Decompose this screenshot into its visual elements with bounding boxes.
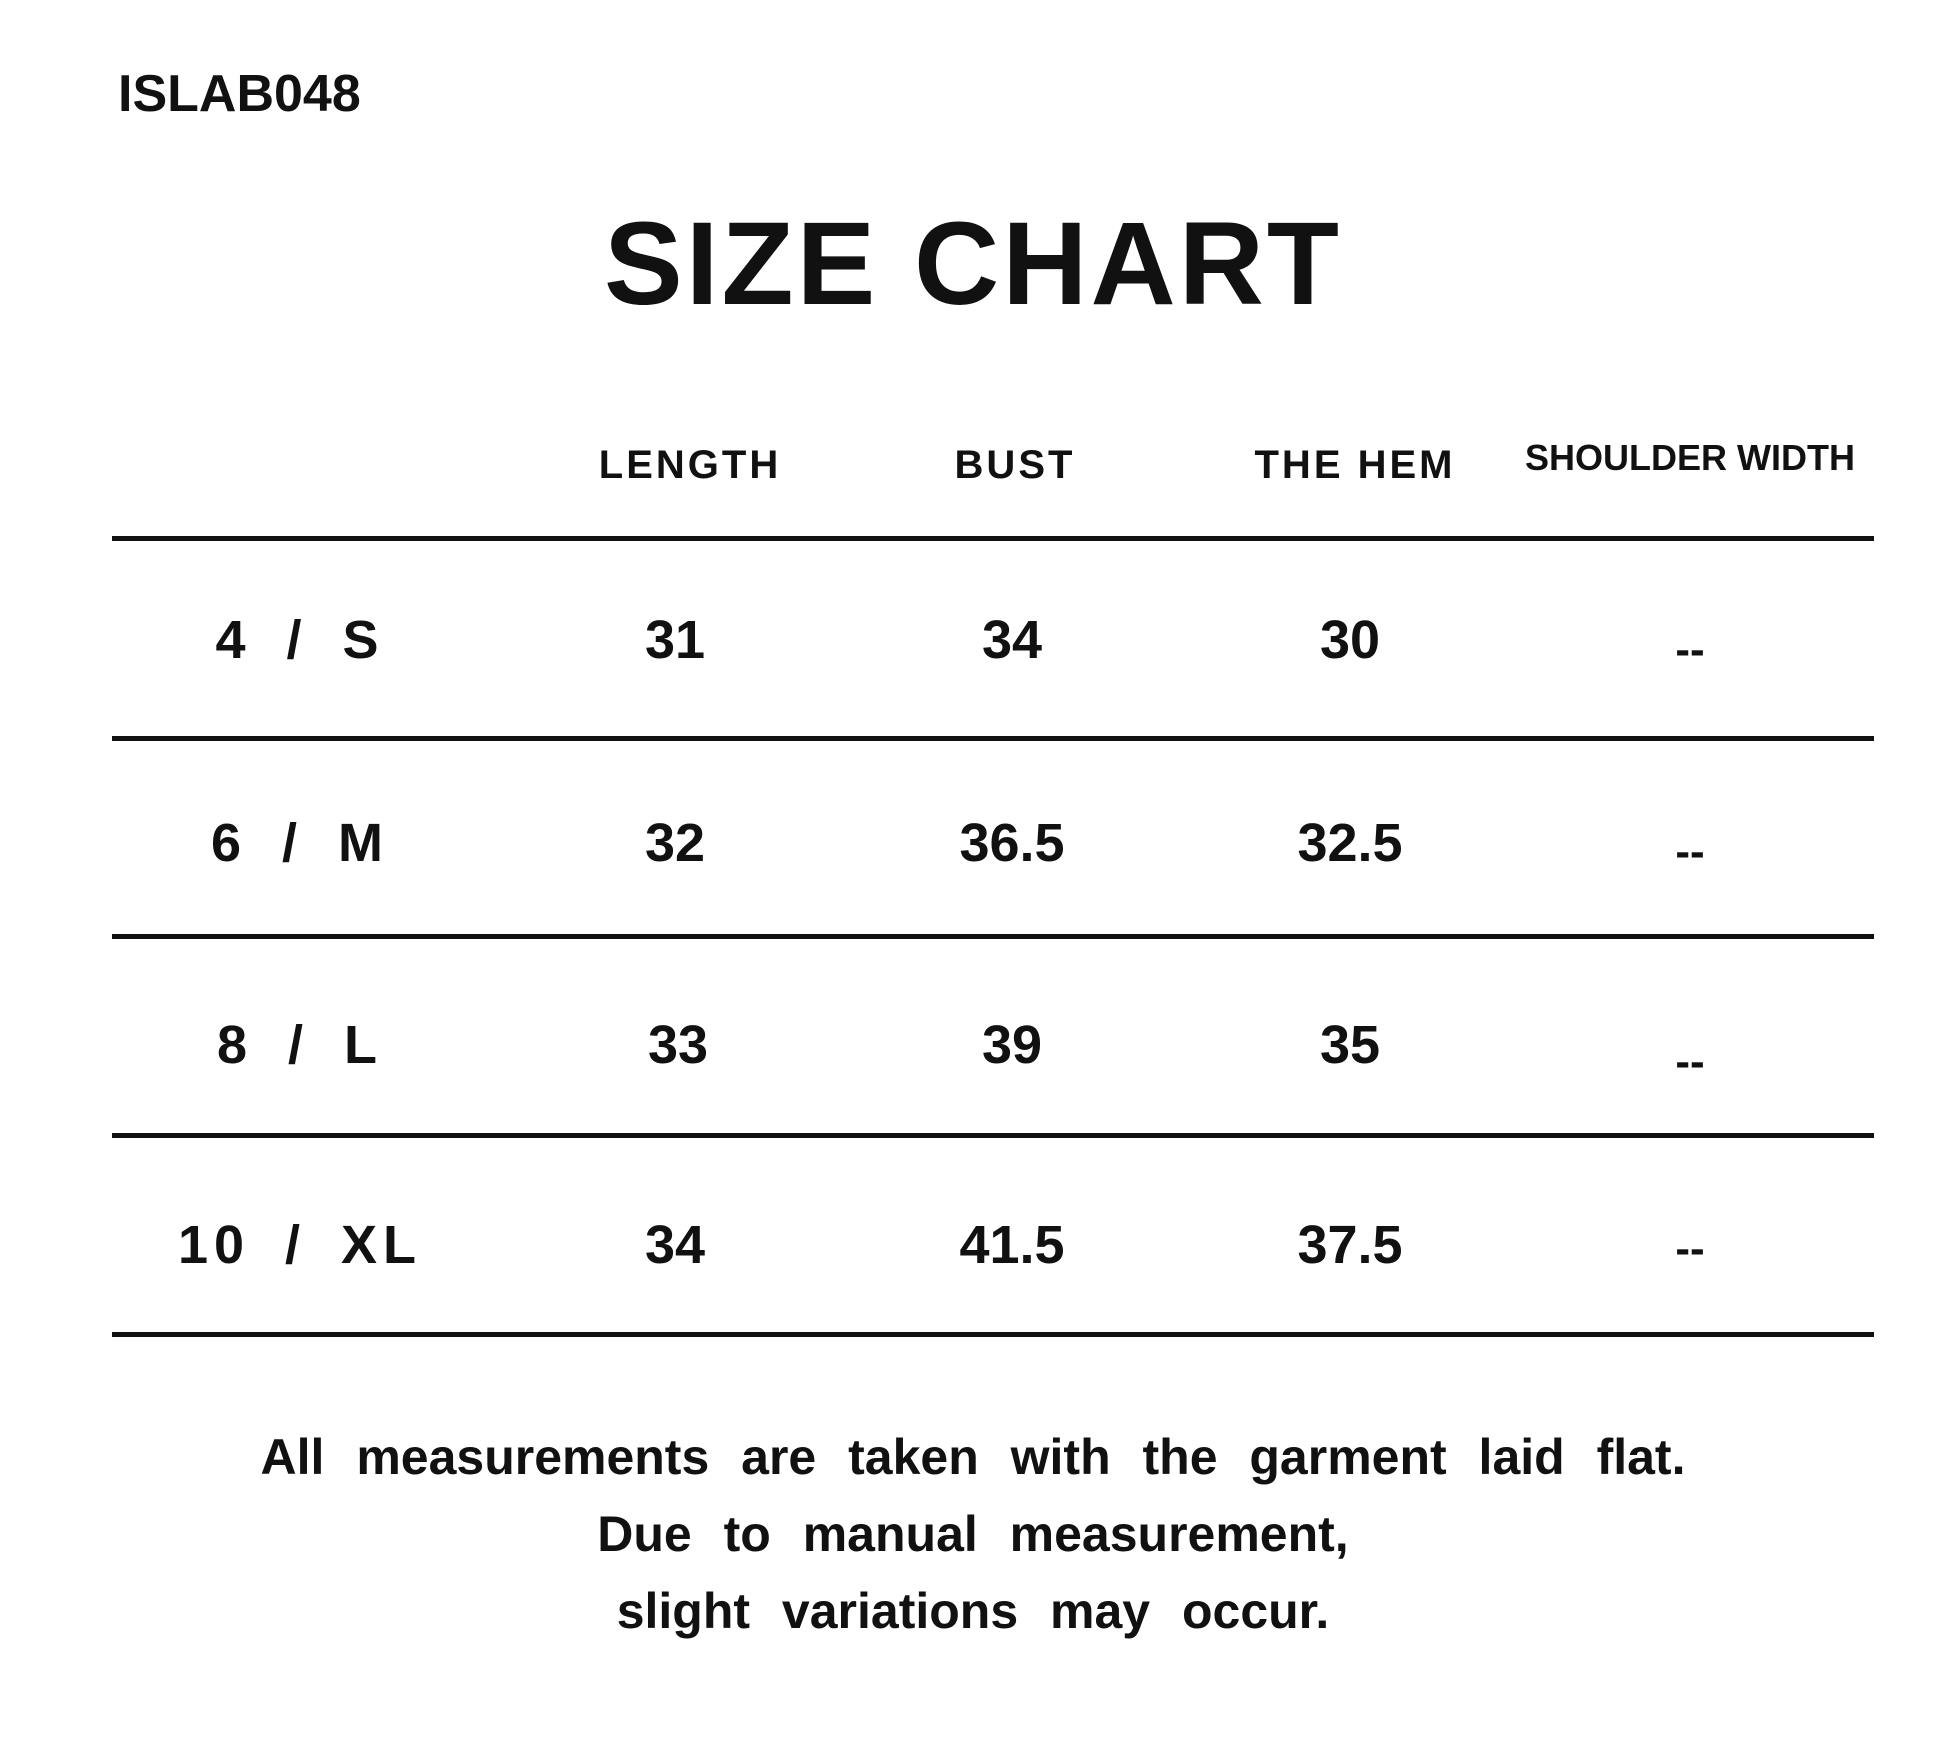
- product-code: ISLAB048: [118, 65, 361, 123]
- shoulder-value: --: [1675, 1037, 1705, 1086]
- hem-value: 35: [1319, 1015, 1381, 1075]
- column-header-hem: THE HEM: [1254, 443, 1456, 487]
- length-value: 34: [644, 1215, 706, 1275]
- size-label: 10 / XL: [177, 1215, 423, 1275]
- table-divider: [112, 1133, 1874, 1138]
- shoulder-value: --: [1675, 625, 1705, 674]
- length-value: 33: [647, 1015, 709, 1075]
- hem-value: 32.5: [1297, 813, 1403, 873]
- bust-value: 36.5: [959, 813, 1065, 873]
- size-label: 4 / S: [215, 610, 385, 670]
- table-divider: [112, 1332, 1874, 1337]
- measurement-note: slight variations may occur.: [616, 1583, 1330, 1639]
- table-divider: [112, 536, 1874, 541]
- size-label: 6 / M: [210, 813, 390, 873]
- size-label: 8 / L: [216, 1015, 384, 1075]
- table-divider: [112, 934, 1874, 939]
- column-header-length: LENGTH: [598, 443, 782, 487]
- shoulder-value: --: [1675, 1224, 1705, 1273]
- page-title: SIZE CHART: [604, 198, 1342, 330]
- length-value: 31: [644, 610, 706, 670]
- measurement-note: All measurements are taken with the garment laid flat.: [260, 1429, 1686, 1485]
- measurement-note: Due to manual measurement,: [597, 1506, 1349, 1562]
- bust-value: 41.5: [959, 1215, 1065, 1275]
- bust-value: 34: [981, 610, 1043, 670]
- bust-value: 39: [981, 1015, 1043, 1075]
- hem-value: 30: [1319, 610, 1381, 670]
- column-header-shoulder-width: SHOULDER WIDTH: [1525, 437, 1855, 478]
- length-value: 32: [644, 813, 706, 873]
- column-header-bust: BUST: [954, 443, 1076, 487]
- table-divider: [112, 736, 1874, 741]
- shoulder-value: --: [1675, 827, 1705, 876]
- hem-value: 37.5: [1297, 1215, 1403, 1275]
